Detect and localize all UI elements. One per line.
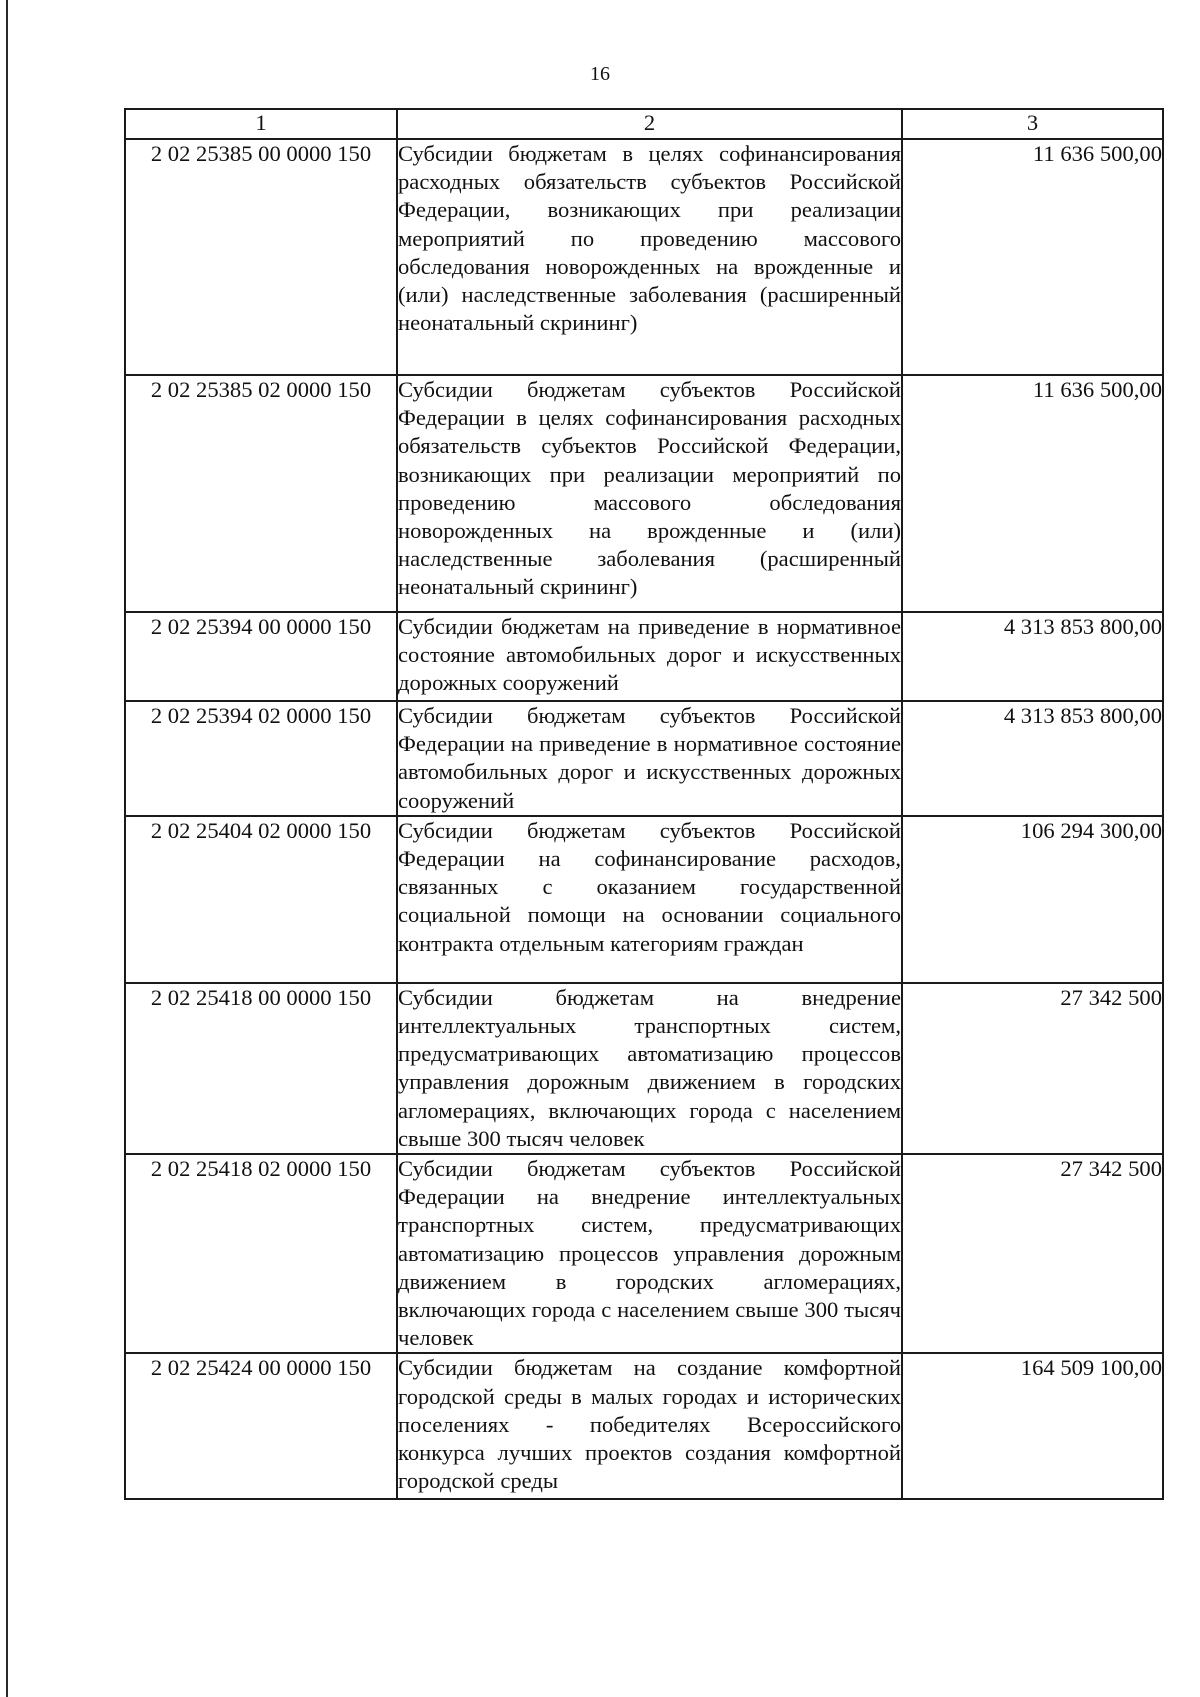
row-description: Субсидии бюджетам субъектов Российской Федерации в целях софинансирования расходных обязательств субъектов Российской Федерации, возникающих при реализации мероприятий по проведению массового обследования новорожденных на врожденные и (или) наследственные заболевания (расширенный неонатальный скрининг): [397, 375, 902, 612]
table-row: [125, 701, 1163, 816]
table-header-row: [125, 109, 1163, 139]
row-code: 2 02 25418 02 0000 150: [125, 1154, 397, 1353]
row-amount: 4 313 853 800,00: [902, 612, 1163, 701]
table-row: [125, 983, 1163, 1154]
row-description: Субсидии бюджетам субъектов Российской Федерации на приведение в нормативное состояние автомобильных дорог и искусственных дорожных сооружений: [397, 701, 902, 816]
page-number: 16: [590, 63, 610, 85]
table-row: [125, 139, 1163, 375]
table-row: [125, 375, 1163, 612]
row-description: Субсидии бюджетам на внедрение интеллектуальных транспортных систем, предусматривающих автоматизацию процессов управления дорожным движением в городских агломерациях, включающих города с населением свыше 300 тысяч человек: [397, 983, 902, 1154]
row-amount: 11 636 500,00: [902, 375, 1163, 612]
row-amount: 27 342 500: [902, 983, 1163, 1154]
row-description: Субсидии бюджетам субъектов Российской Федерации на софинансирование расходов, связанных с оказанием государственной социальной помощи на основании социального контракта отдельным категориям граждан: [397, 816, 902, 983]
row-amount: 4 313 853 800,00: [902, 701, 1163, 816]
scan-edge-line: [6, 0, 8, 1697]
table-row: [125, 816, 1163, 983]
row-amount: 27 342 500: [902, 1154, 1163, 1353]
row-code: 2 02 25394 02 0000 150: [125, 701, 397, 816]
row-description: Субсидии бюджетам в целях софинансирования расходных обязательств субъектов Российской Федерации, возникающих при реализации мероприятий по проведению массового обследования новорожденных на врожденные и (или) наследственные заболевания (расширенный неонатальный скрининг): [397, 139, 902, 375]
row-description: Субсидии бюджетам субъектов Российской Федерации на внедрение интеллектуальных транспортных систем, предусматривающих автоматизацию процессов управления дорожным движением в городских агломерациях, включающих города с населением свыше 300 тысяч человек: [397, 1154, 902, 1353]
row-code: 2 02 25418 00 0000 150: [125, 983, 397, 1154]
row-description: Субсидии бюджетам на приведение в нормативное состояние автомобильных дорог и искусственных дорожных сооружений: [397, 612, 902, 701]
column-header-code: 1: [125, 109, 397, 139]
row-code: 2 02 25404 02 0000 150: [125, 816, 397, 983]
table-row: [125, 612, 1163, 701]
column-header-description: 2: [397, 109, 902, 139]
budget-table: [124, 108, 1164, 1500]
row-code: 2 02 25424 00 0000 150: [125, 1353, 397, 1499]
row-code: 2 02 25394 00 0000 150: [125, 612, 397, 701]
table-row: [125, 1154, 1163, 1353]
row-amount: 164 509 100,00: [902, 1353, 1163, 1499]
column-header-amount: 3: [902, 109, 1163, 139]
row-description: Субсидии бюджетам на создание комфортной городской среды в малых городах и исторических поселениях - победителях Всероссийского конкурса лучших проектов создания комфортной городской среды: [397, 1353, 902, 1499]
table-row: [125, 1353, 1163, 1499]
row-amount: 106 294 300,00: [902, 816, 1163, 983]
row-code: 2 02 25385 02 0000 150: [125, 375, 397, 612]
row-amount: 11 636 500,00: [902, 139, 1163, 375]
row-code: 2 02 25385 00 0000 150: [125, 139, 397, 375]
